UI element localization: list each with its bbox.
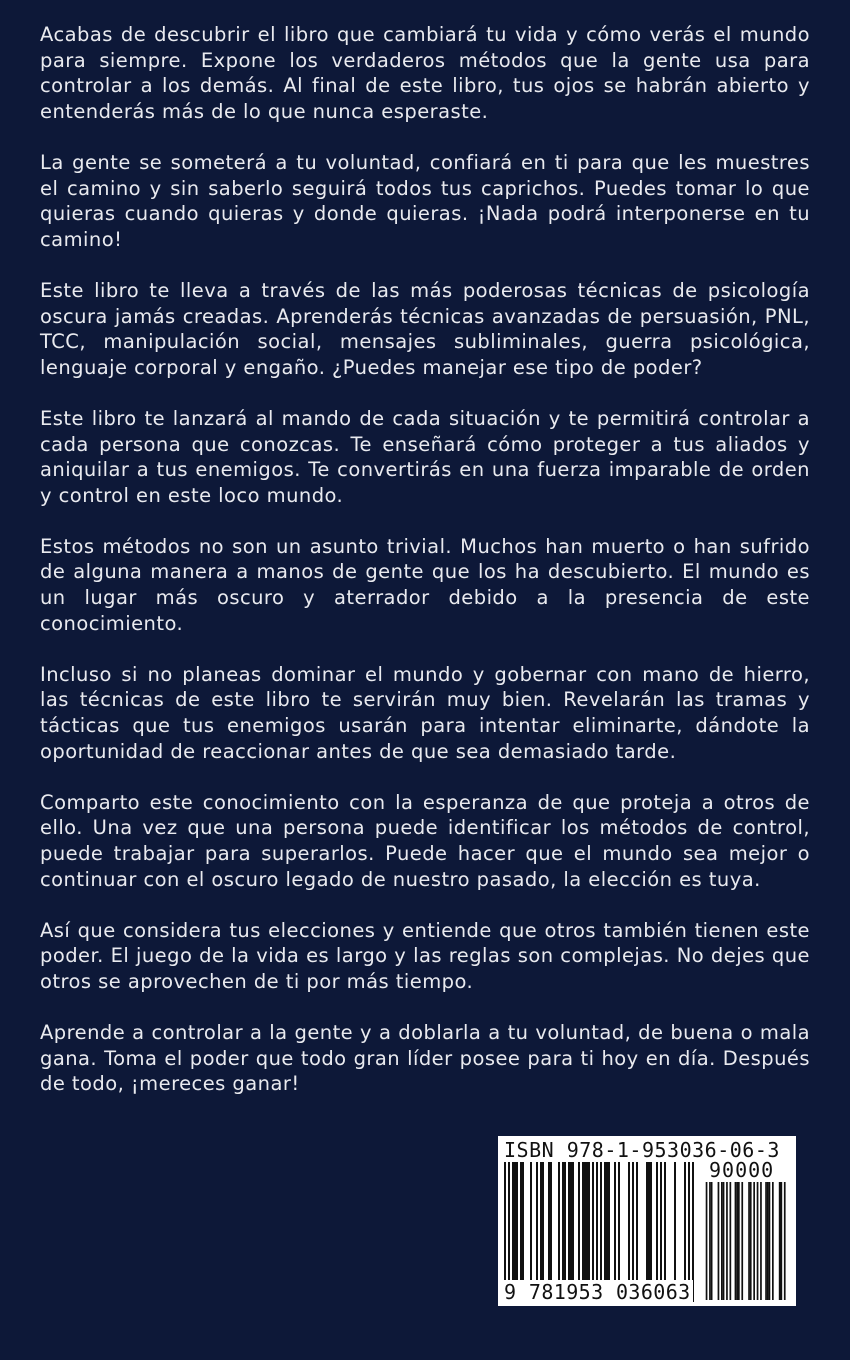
isbn-label: ISBN 978-1-953036-06-3 bbox=[504, 1138, 780, 1162]
addon-bar bbox=[730, 1182, 732, 1300]
addon-bar bbox=[781, 1182, 783, 1300]
addon-bar bbox=[706, 1182, 708, 1300]
barcode-bar bbox=[516, 1162, 518, 1280]
barcode-bar bbox=[572, 1162, 574, 1280]
isbn-barcode bbox=[498, 1136, 796, 1306]
addon-bar bbox=[784, 1182, 786, 1300]
barcode-bar bbox=[586, 1162, 588, 1280]
barcode-bar bbox=[614, 1162, 616, 1280]
barcode-bar bbox=[522, 1162, 524, 1280]
addon-bar bbox=[711, 1182, 713, 1300]
barcode-bar bbox=[514, 1162, 516, 1280]
addon-bar bbox=[765, 1182, 767, 1300]
barcode-bar bbox=[608, 1162, 610, 1280]
barcode-bar bbox=[540, 1162, 542, 1280]
blurb-paragraph-5: Estos métodos no son un asunto trivial. Muchos han muerto o han sufrido de alguna manera a manos de gente que los ha descubierto. El mundo es un lugar más oscuro y aterrador debido a la presencia de este conocimiento. bbox=[40, 534, 810, 635]
addon-bar bbox=[718, 1182, 720, 1300]
barcode-bar bbox=[548, 1162, 550, 1280]
blurb-paragraph-2: La gente se someterá a tu voluntad, confiará en ti para que les muestres el camino y sin saberlo seguirá todos tus caprichos. Puedes tomar lo que quieras cuando quieras y donde quieras. ¡Nada podrá interponerse en tu camino! bbox=[40, 150, 810, 251]
barcode-bar bbox=[564, 1162, 566, 1280]
addon-bar bbox=[757, 1182, 759, 1300]
barcode-bar bbox=[512, 1162, 514, 1280]
blurb-paragraph-7: Comparto este conocimiento con la esperanza de que proteja a otros de ello. Una vez que una persona puede identificar los métodos de control, puede trabajar para superarlos. Puede hacer que el mundo sea mejor o continuar con el oscuro legado de nuestro pasado, la elección es tuya. bbox=[40, 790, 810, 891]
barcode-bar bbox=[650, 1162, 652, 1280]
addon-bar bbox=[736, 1182, 738, 1300]
barcode-bar bbox=[558, 1162, 560, 1280]
barcode-bar bbox=[664, 1162, 666, 1280]
barcode-bar bbox=[520, 1162, 522, 1280]
barcode-bar bbox=[628, 1162, 630, 1280]
addon-bar bbox=[748, 1182, 750, 1300]
barcode-bar bbox=[578, 1162, 580, 1280]
blurb-paragraph-9: Aprende a controlar a la gente y a doblarla a tu voluntad, de buena o mala gana. Toma el poder que todo gran líder posee para ti hoy en día. Después de todo, ¡mereces ganar! bbox=[40, 1021, 810, 1096]
barcode-bar bbox=[646, 1162, 648, 1280]
barcode-bar bbox=[584, 1162, 586, 1280]
barcode-bar bbox=[656, 1162, 658, 1280]
barcode-bar bbox=[588, 1162, 590, 1280]
barcode-bar bbox=[604, 1162, 606, 1280]
barcode-bar bbox=[536, 1162, 538, 1280]
blurb-text bbox=[40, 22, 810, 1123]
blurb-paragraph-8: Así que considera tus elecciones y entiende que otros también tienen este poder. El juego de la vida es largo y las reglas son complejas. No dejes que otros se aprovechen de ti por más tiempo. bbox=[40, 918, 810, 993]
addon-bar bbox=[750, 1182, 752, 1300]
barcode-bar bbox=[636, 1162, 638, 1280]
barcode-bar bbox=[568, 1162, 570, 1280]
barcode-bar bbox=[570, 1162, 572, 1280]
blurb-paragraph-4: Este libro te lanzará al mando de cada situación y te permitirá controlar a cada persona que conozcas. Te enseñará cómo proteger a tus aliados y aniquilar a tus enemigos. Te convertirás en una fuerza imparable de orden y control en este loco mundo. bbox=[40, 406, 810, 507]
barcode-bar bbox=[606, 1162, 608, 1280]
addon-bar bbox=[741, 1182, 743, 1300]
addon-bar bbox=[726, 1182, 728, 1300]
barcode-bar bbox=[660, 1162, 662, 1280]
barcode-bar bbox=[684, 1162, 686, 1280]
addon-bar bbox=[735, 1182, 737, 1300]
addon-bar bbox=[753, 1182, 755, 1300]
barcode-bar bbox=[542, 1162, 544, 1280]
barcode-bar bbox=[648, 1162, 650, 1280]
price-code: 90000 bbox=[709, 1158, 775, 1182]
blurb-paragraph-1: Acabas de descubrir el libro que cambiará tu vida y cómo verás el mundo para siempre. Expone los verdaderos métodos que la gente usa para controlar a los demás. Al final de este libro, tus ojos se habrán abierto y entenderás más de lo que nunca esperaste. bbox=[40, 23, 810, 123]
addon-bar bbox=[738, 1182, 740, 1300]
addon-bar bbox=[769, 1182, 771, 1300]
barcode-bar bbox=[592, 1162, 594, 1280]
barcode-bar bbox=[632, 1162, 634, 1280]
barcode-bar bbox=[550, 1162, 552, 1280]
barcode-bar bbox=[562, 1162, 564, 1280]
addon-bar bbox=[721, 1182, 723, 1300]
blurb-paragraph-6: Incluso si no planeas dominar el mundo y gobernar con mano de hierro, las técnicas de este libro te servirán muy bien. Revelarán las tramas y tácticas que tus enemigos usarán para intentar eliminarte, dándote la oportunidad de reaccionar antes de que sea demasiado tarde. bbox=[40, 662, 810, 763]
addon-bar bbox=[772, 1182, 774, 1300]
barcode-bar bbox=[582, 1162, 584, 1280]
blurb-paragraph-3: Este libro te lleva a través de las más poderosas técnicas de psicología oscura jamás creadas. Aprenderás técnicas avanzadas de persuasión, PNL, TCC, manipulación social, mensajes subliminales, guerra psicológica, lenguaje corporal y engaño. ¿Puedes manejar ese tipo de poder? bbox=[40, 278, 810, 379]
barcode-bar bbox=[618, 1162, 620, 1280]
addon-bar bbox=[767, 1182, 769, 1300]
addon-bar bbox=[709, 1182, 711, 1300]
barcode-bar bbox=[530, 1162, 532, 1280]
addon-bar bbox=[760, 1182, 762, 1300]
ean-digits: 9 781953 036063 bbox=[504, 1280, 691, 1304]
barcode-bar bbox=[674, 1162, 676, 1280]
addon-bar bbox=[779, 1182, 781, 1300]
addon-bar bbox=[723, 1182, 725, 1300]
